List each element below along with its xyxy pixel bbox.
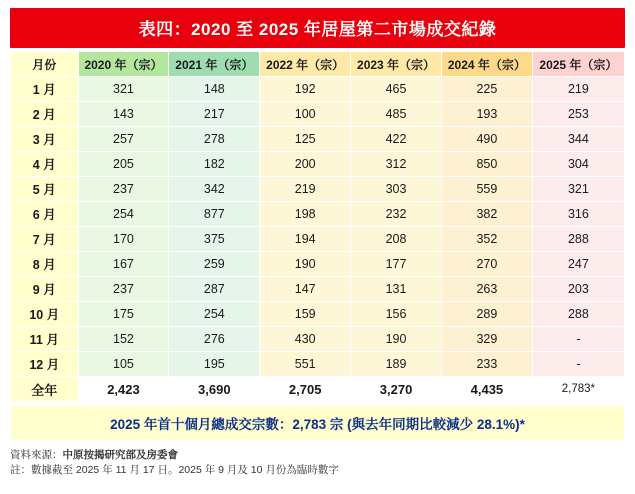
row-label-total: 全年 xyxy=(11,377,79,402)
cell-2023: 131 xyxy=(351,277,442,302)
row-label-month: 8 月 xyxy=(11,252,79,277)
table-row xyxy=(11,302,625,327)
cell-2025: 344 xyxy=(532,127,624,152)
cell-2022: 200 xyxy=(260,152,351,177)
cell-2023: 312 xyxy=(351,152,442,177)
cell-2023: 465 xyxy=(351,77,442,102)
row-label-month: 6 月 xyxy=(11,202,79,227)
row-label-month: 7 月 xyxy=(11,227,79,252)
total-2024: 4,435 xyxy=(441,377,532,402)
row-label-month: 2 月 xyxy=(11,102,79,127)
row-label-month: 11 月 xyxy=(11,327,79,352)
column-header-month: 月份 xyxy=(11,52,79,77)
column-header-2022: 2022 年（宗） xyxy=(260,52,351,77)
cell-2020: 205 xyxy=(78,152,169,177)
cell-2021: 278 xyxy=(169,127,260,152)
table-row xyxy=(11,252,625,277)
source-label: 資料來源： xyxy=(10,449,63,461)
cell-2022: 147 xyxy=(260,277,351,302)
cell-2020: 167 xyxy=(78,252,169,277)
cell-2021: 276 xyxy=(169,327,260,352)
cell-2020: 321 xyxy=(78,77,169,102)
table-header-row xyxy=(11,52,625,77)
cell-2022: 100 xyxy=(260,102,351,127)
transactions-table xyxy=(10,51,625,402)
cell-2023: 189 xyxy=(351,352,442,377)
cell-2022: 190 xyxy=(260,252,351,277)
table-row xyxy=(11,327,625,352)
total-2021: 3,690 xyxy=(169,377,260,402)
cell-2025: 247 xyxy=(532,252,624,277)
footnote: 註：數據截至 2025 年 11 月 17 日。2025 年 9 月及 10 月份為臨時數字 xyxy=(10,464,339,477)
row-label-month: 3 月 xyxy=(11,127,79,152)
row-label-month: 12 月 xyxy=(11,352,79,377)
column-header-2020: 2020 年（宗） xyxy=(78,52,169,77)
cell-2023: 422 xyxy=(351,127,442,152)
cell-2023: 485 xyxy=(351,102,442,127)
cell-2025: 288 xyxy=(532,227,624,252)
cell-2021: 287 xyxy=(169,277,260,302)
cell-2020: 170 xyxy=(78,227,169,252)
cell-2020: 254 xyxy=(78,202,169,227)
cell-2025: 219 xyxy=(532,77,624,102)
table-row xyxy=(11,352,625,377)
cell-2025: 304 xyxy=(532,152,624,177)
cell-2022: 551 xyxy=(260,352,351,377)
cell-2023: 208 xyxy=(351,227,442,252)
cell-2023: 156 xyxy=(351,302,442,327)
column-header-2023: 2023 年（宗） xyxy=(351,52,442,77)
cell-2023: 177 xyxy=(351,252,442,277)
cell-2024: 225 xyxy=(441,77,532,102)
cell-2020: 105 xyxy=(78,352,169,377)
table-row xyxy=(11,77,625,102)
column-header-2024: 2024 年（宗） xyxy=(441,52,532,77)
cell-2021: 259 xyxy=(169,252,260,277)
cell-2022: 198 xyxy=(260,202,351,227)
cell-2025: 288 xyxy=(532,302,624,327)
table-row xyxy=(11,227,625,252)
page-title: 表四：2020 至 2025 年居屋第二市場成交紀錄 xyxy=(10,8,625,48)
cell-2021: 195 xyxy=(169,352,260,377)
row-label-month: 4 月 xyxy=(11,152,79,177)
cell-2024: 270 xyxy=(441,252,532,277)
cell-2021: 254 xyxy=(169,302,260,327)
cell-2020: 237 xyxy=(78,277,169,302)
cell-2020: 257 xyxy=(78,127,169,152)
cell-2020: 143 xyxy=(78,102,169,127)
column-header-2025: 2025 年（宗） xyxy=(532,52,624,77)
cell-2024: 490 xyxy=(441,127,532,152)
cell-2024: 559 xyxy=(441,177,532,202)
cell-2024: 193 xyxy=(441,102,532,127)
cell-2024: 289 xyxy=(441,302,532,327)
total-2020: 2,423 xyxy=(78,377,169,402)
cell-2025: 321 xyxy=(532,177,624,202)
source-line xyxy=(10,448,625,463)
row-label-month: 1 月 xyxy=(11,77,79,102)
cell-2025: - xyxy=(532,327,624,352)
cell-2022: 194 xyxy=(260,227,351,252)
cell-2025: 203 xyxy=(532,277,624,302)
cell-2024: 382 xyxy=(441,202,532,227)
cell-2021: 217 xyxy=(169,102,260,127)
total-2023: 3,270 xyxy=(351,377,442,402)
cell-2024: 263 xyxy=(441,277,532,302)
cell-2021: 877 xyxy=(169,202,260,227)
cell-2024: 352 xyxy=(441,227,532,252)
row-label-month: 5 月 xyxy=(11,177,79,202)
cell-2022: 219 xyxy=(260,177,351,202)
cell-2022: 159 xyxy=(260,302,351,327)
table-row xyxy=(11,127,625,152)
summary-note: 2025 年首十個月總成交宗數：2,783 宗 (與去年同期比較減少 28.1%)* xyxy=(10,405,625,441)
cell-2022: 430 xyxy=(260,327,351,352)
cell-2021: 182 xyxy=(169,152,260,177)
table-row xyxy=(11,152,625,177)
cell-2021: 375 xyxy=(169,227,260,252)
row-label-month: 10 月 xyxy=(11,302,79,327)
source-value: 中原按揭研究部及房委會 xyxy=(62,449,178,461)
cell-2024: 329 xyxy=(441,327,532,352)
table-row xyxy=(11,277,625,302)
cell-2021: 148 xyxy=(169,77,260,102)
cell-2021: 342 xyxy=(169,177,260,202)
cell-2022: 125 xyxy=(260,127,351,152)
cell-2020: 237 xyxy=(78,177,169,202)
cell-2025: - xyxy=(532,352,624,377)
total-2025: 2,783* xyxy=(532,377,624,402)
row-label-month: 9 月 xyxy=(11,277,79,302)
cell-2024: 850 xyxy=(441,152,532,177)
cell-2020: 175 xyxy=(78,302,169,327)
cell-2024: 233 xyxy=(441,352,532,377)
cell-2020: 152 xyxy=(78,327,169,352)
cell-2023: 190 xyxy=(351,327,442,352)
table-total-row xyxy=(11,377,625,402)
table-row xyxy=(11,102,625,127)
cell-2023: 303 xyxy=(351,177,442,202)
total-2022: 2,705 xyxy=(260,377,351,402)
cell-2025: 253 xyxy=(532,102,624,127)
table-row xyxy=(11,202,625,227)
cell-2025: 316 xyxy=(532,202,624,227)
cell-2023: 232 xyxy=(351,202,442,227)
cell-2022: 192 xyxy=(260,77,351,102)
column-header-2021: 2021 年（宗） xyxy=(169,52,260,77)
table-row xyxy=(11,177,625,202)
